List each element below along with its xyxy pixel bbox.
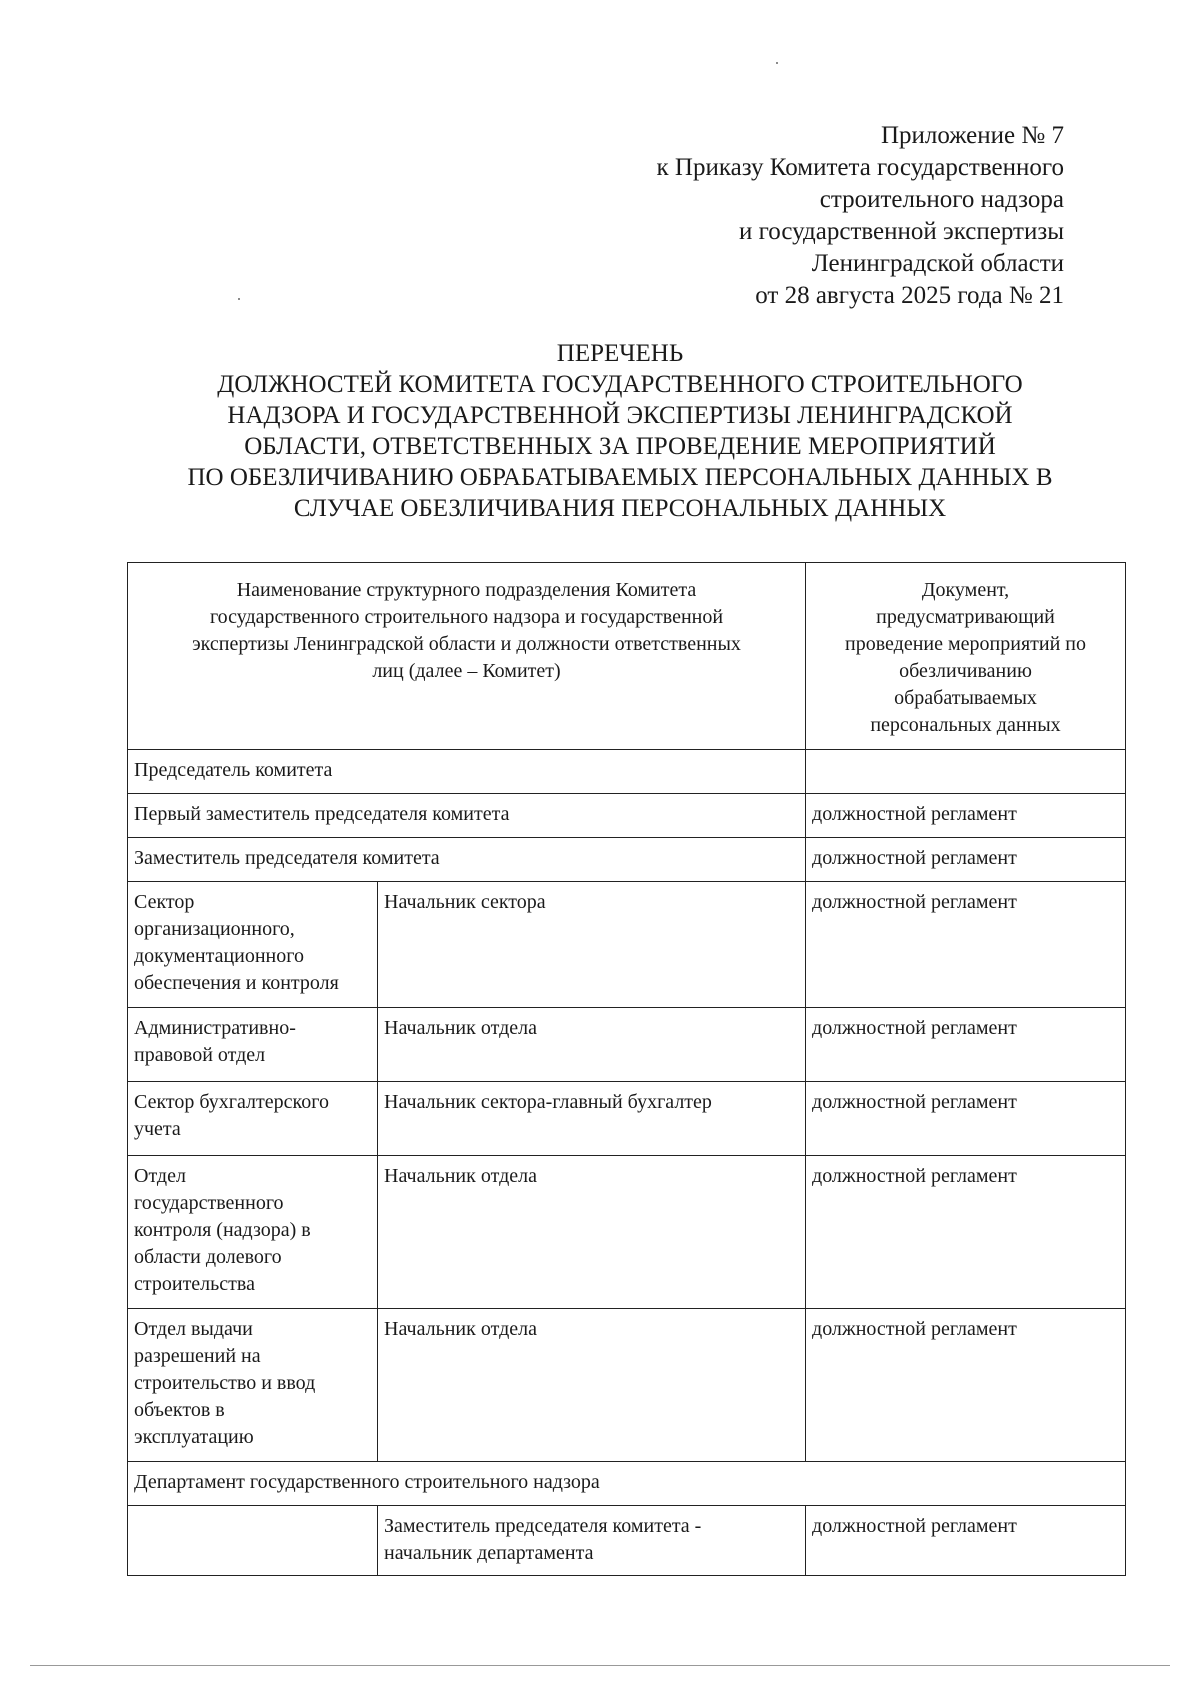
cell-line: Отдел выдачи xyxy=(134,1318,253,1340)
appendix-line: от 28 августа 2025 года № 21 xyxy=(755,282,1064,309)
cell-document: должностной регламент xyxy=(806,1506,1126,1576)
cell-position xyxy=(378,1156,806,1309)
cell-document: должностной регламент xyxy=(806,1008,1126,1082)
cell-unit xyxy=(128,1156,378,1309)
header-line: экспертизы Ленинградской области и должности ответственных xyxy=(192,633,741,655)
table-row xyxy=(128,1506,1126,1576)
cell-unit xyxy=(128,1082,378,1156)
header-line: лиц (далее – Комитет) xyxy=(372,660,561,682)
scan-speck xyxy=(776,62,778,64)
cell-unit xyxy=(128,882,378,1008)
cell-line: объектов в xyxy=(134,1399,225,1421)
cell-document: должностной регламент xyxy=(806,882,1126,1008)
cell-line: обеспечения и контроля xyxy=(134,972,339,994)
cell-line: Административно- xyxy=(134,1017,296,1039)
table-row xyxy=(128,1462,1126,1506)
title-line: ДОЛЖНОСТЕЙ КОМИТЕТА ГОСУДАРСТВЕННОГО СТРОИТЕЛЬНОГО xyxy=(217,371,1023,398)
cell-document: должностной регламент xyxy=(806,1156,1126,1309)
title-line: ОБЛАСТИ, ОТВЕТСТВЕННЫХ ЗА ПРОВЕДЕНИЕ МЕРОПРИЯТИЙ xyxy=(244,433,996,460)
table-row xyxy=(128,838,1126,882)
cell-line: Начальник отдела xyxy=(384,1165,537,1187)
scan-speck xyxy=(238,298,240,300)
table-row xyxy=(128,882,1126,1008)
header-line: государственного строительного надзора и государственной xyxy=(209,606,724,628)
cell-unit xyxy=(128,1309,378,1462)
title-line: НАДЗОРА И ГОСУДАРСТВЕННОЙ ЭКСПЕРТИЗЫ ЛЕНИНГРАДСКОЙ xyxy=(227,402,1013,429)
appendix-line: Ленинградской области xyxy=(811,250,1064,277)
table-row xyxy=(128,1309,1126,1462)
cell-position-name: Заместитель председателя комитета xyxy=(128,838,806,882)
cell-position xyxy=(378,1506,806,1576)
cell-line: Начальник отдела xyxy=(384,1017,537,1039)
header-cell-document xyxy=(806,563,1126,750)
cell-line: Сектор xyxy=(134,891,195,913)
cell-document: должностной регламент xyxy=(806,1309,1126,1462)
cell-line: правовой отдел xyxy=(134,1044,266,1066)
header-line: проведение мероприятий по xyxy=(845,633,1086,655)
cell-line: Начальник отдела xyxy=(384,1318,537,1340)
appendix-line: и государственной экспертизы xyxy=(738,218,1064,245)
table-row xyxy=(128,1008,1126,1082)
title-line: ПО ОБЕЗЛИЧИВАНИЮ ОБРАБАТЫВАЕМЫХ ПЕРСОНАЛЬНЫХ ДАННЫХ В xyxy=(187,464,1053,491)
table-row xyxy=(128,1156,1126,1309)
title-line: СЛУЧАЕ ОБЕЗЛИЧИВАНИЯ ПЕРСОНАЛЬНЫХ ДАННЫХ xyxy=(293,495,947,522)
header-line: персональных данных xyxy=(870,714,1061,736)
appendix-line: Приложение № 7 xyxy=(880,122,1064,149)
header-cell-unit xyxy=(128,563,806,750)
scan-bottom-edge xyxy=(30,1665,1170,1666)
appendix-line: к Приказу Комитета государственного xyxy=(656,154,1064,181)
title-line: ПЕРЕЧЕНЬ xyxy=(556,340,684,367)
cell-line: Отдел xyxy=(134,1165,186,1187)
table-row xyxy=(128,794,1126,838)
cell-line: строительство и ввод xyxy=(134,1372,316,1394)
cell-position-name: Первый заместитель председателя комитета xyxy=(128,794,806,838)
cell-line: начальник департамента xyxy=(384,1542,594,1564)
cell-unit xyxy=(128,1506,378,1576)
cell-document: должностной регламент xyxy=(806,1082,1126,1156)
cell-line: области долевого xyxy=(134,1246,282,1268)
header-line: Документ, xyxy=(921,579,1010,601)
table-header-row xyxy=(128,563,1126,750)
cell-position xyxy=(378,1008,806,1082)
cell-unit xyxy=(128,1008,378,1082)
cell-line: эксплуатацию xyxy=(134,1426,254,1448)
cell-document: должностной регламент xyxy=(806,794,1126,838)
table-body xyxy=(128,563,1126,1576)
appendix-line: строительного надзора xyxy=(819,186,1064,213)
cell-line: организационного, xyxy=(134,918,295,940)
cell-position xyxy=(378,1082,806,1156)
cell-line: строительства xyxy=(134,1273,255,1295)
cell-document xyxy=(806,750,1126,794)
appendix-block xyxy=(657,120,1064,312)
cell-document: должностной регламент xyxy=(806,838,1126,882)
cell-line: контроля (надзора) в xyxy=(134,1219,311,1241)
cell-line: Заместитель председателя комитета - xyxy=(384,1515,702,1537)
cell-position xyxy=(378,882,806,1008)
table-row xyxy=(128,1082,1126,1156)
cell-line: Начальник сектора xyxy=(384,891,546,913)
cell-line: Начальник сектора-главный бухгалтер xyxy=(384,1091,712,1113)
positions-table xyxy=(127,562,1126,1576)
header-line: обезличиванию xyxy=(899,660,1032,682)
header-line: Наименование структурного подразделения Комитета xyxy=(236,579,697,601)
cell-line: разрешений на xyxy=(134,1345,261,1367)
header-line: обрабатываемых xyxy=(894,687,1037,709)
cell-line: Сектор бухгалтерского xyxy=(134,1091,329,1113)
cell-line: государственного xyxy=(134,1192,284,1214)
cell-line: документационного xyxy=(134,945,304,967)
document-title xyxy=(120,338,1120,524)
cell-position-name: Председатель комитета xyxy=(128,750,806,794)
table-row xyxy=(128,750,1126,794)
cell-position xyxy=(378,1309,806,1462)
cell-department-name: Департамент государственного строительного надзора xyxy=(128,1462,1126,1506)
cell-line: учета xyxy=(134,1118,181,1140)
header-line: предусматривающий xyxy=(876,606,1055,628)
